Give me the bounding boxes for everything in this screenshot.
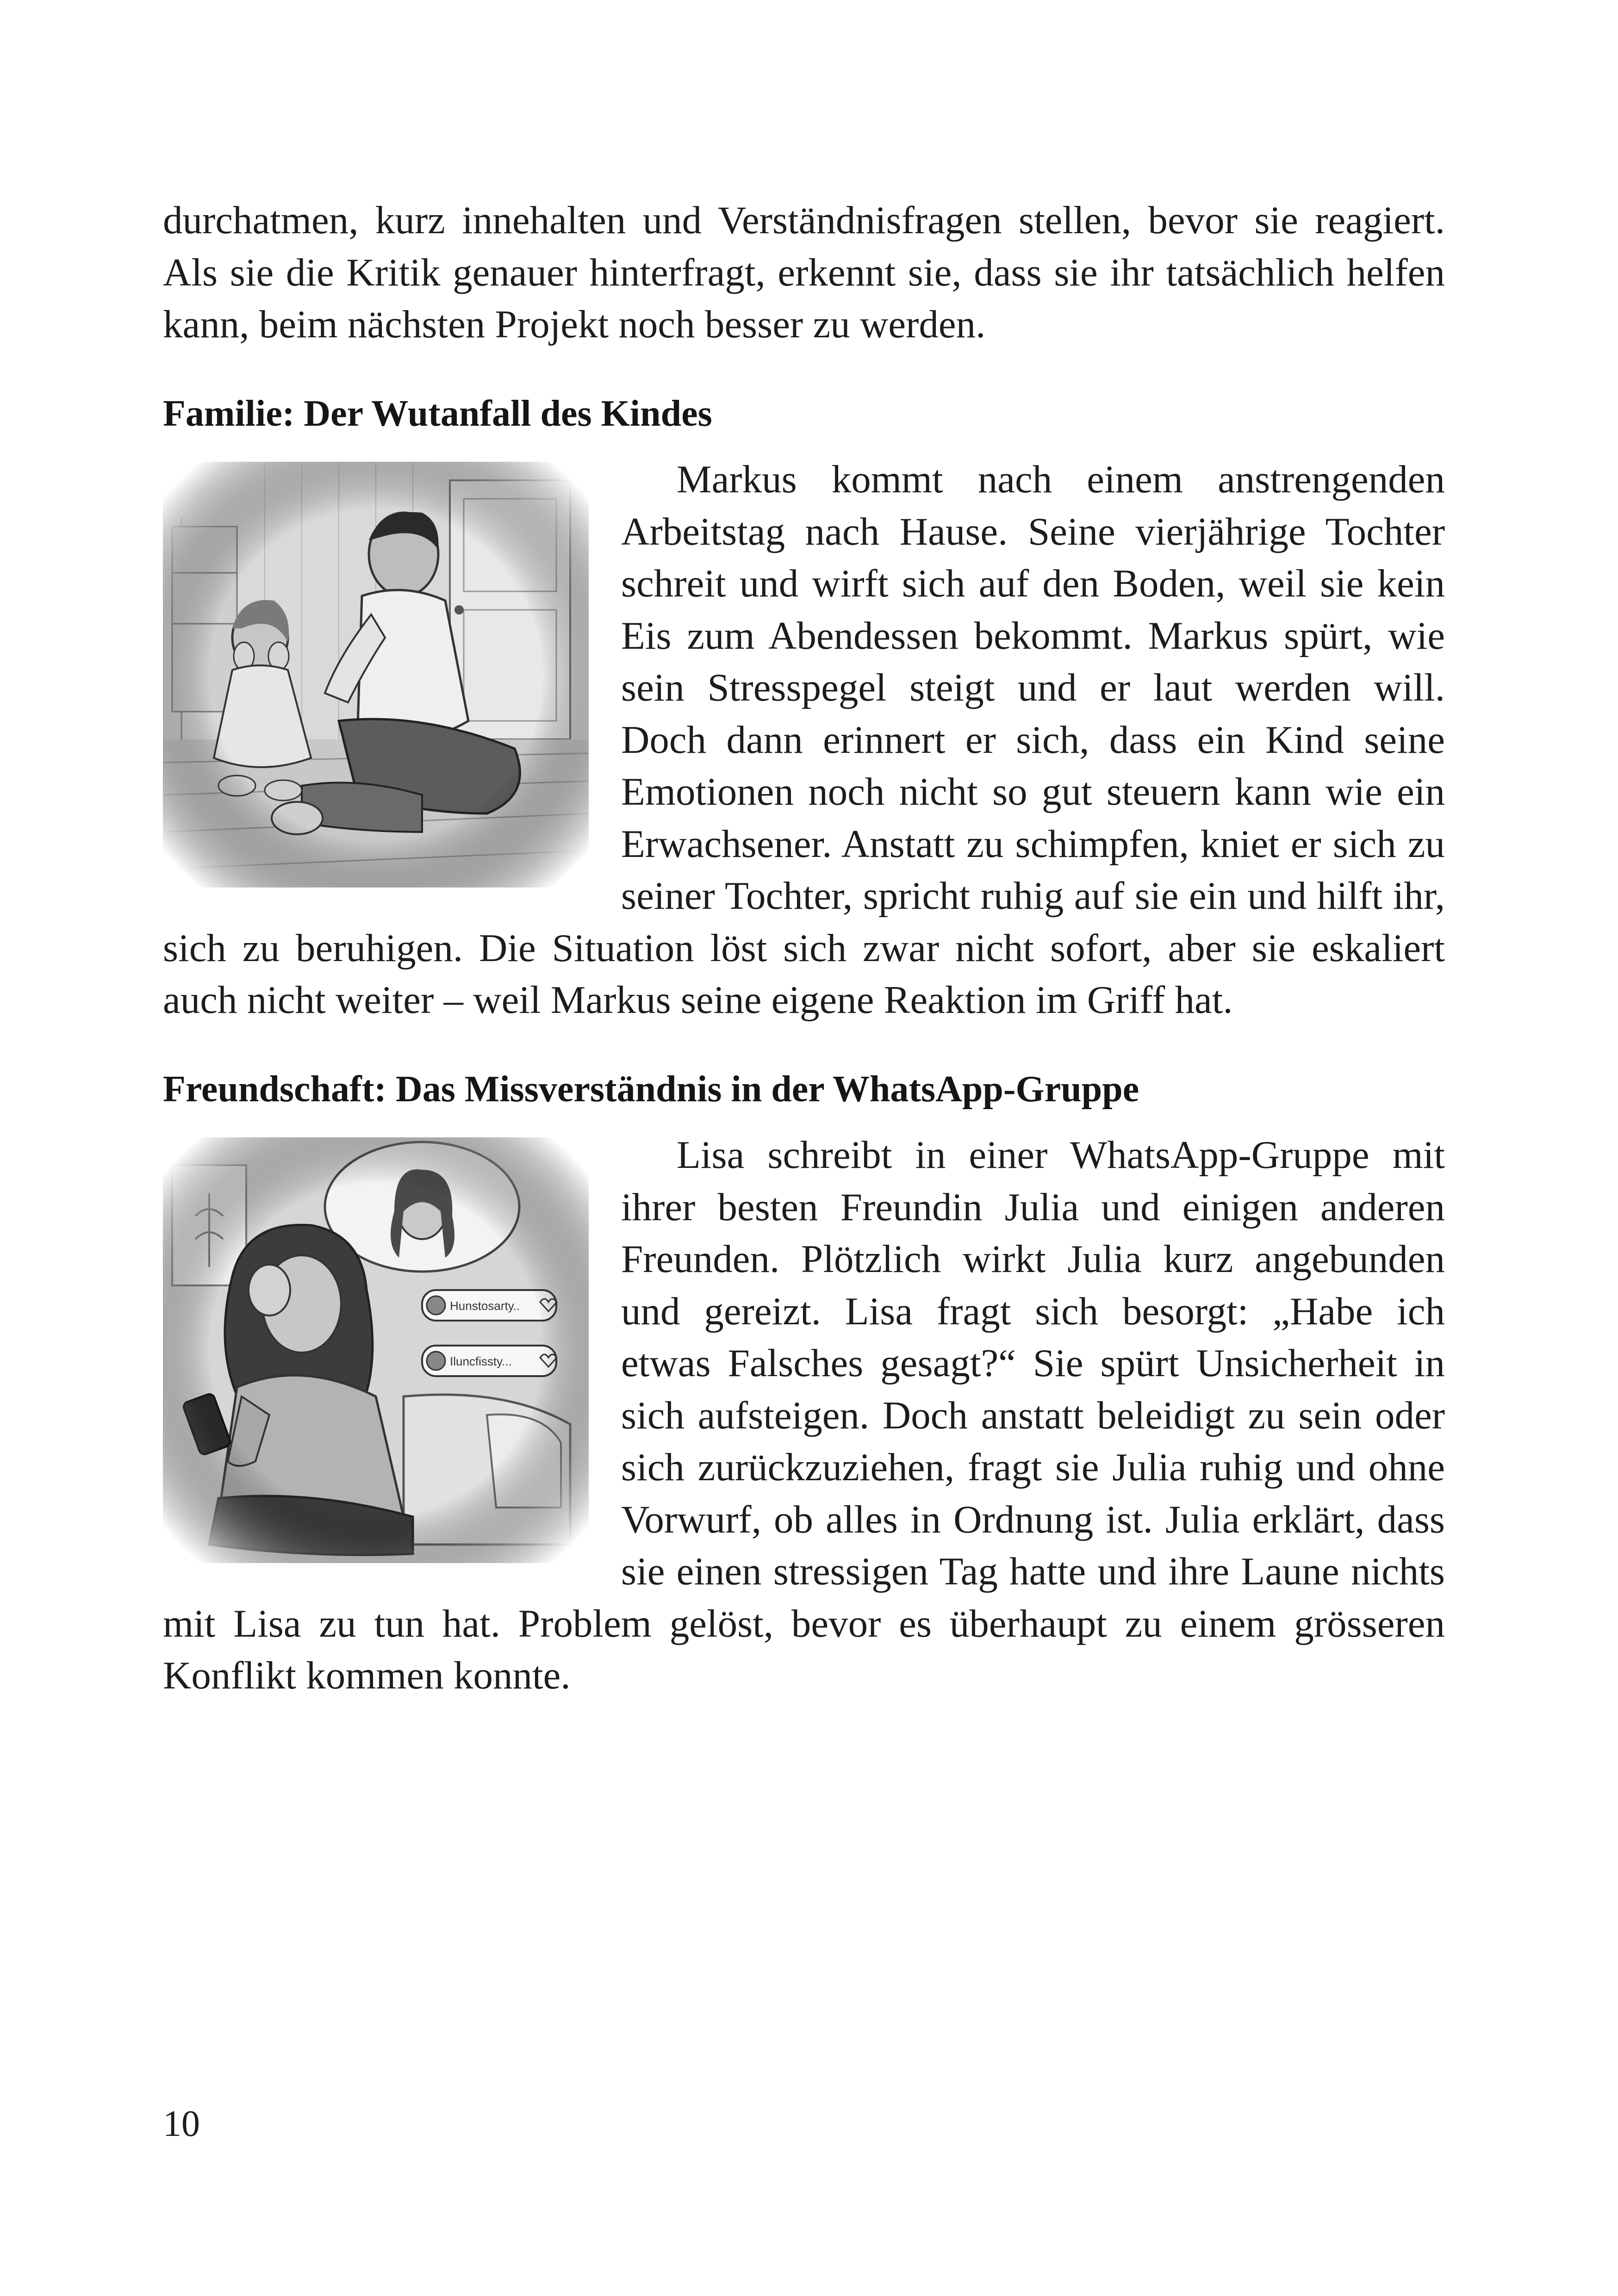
- continuation-paragraph: durchatmen, kurz innehalten und Verständnisfragen stellen, bevor sie reagiert. Als sie die Kritik genauer hinterfragt, erkennt sie, dass sie ihr tatsächlich helfen kann, beim nächsten Projekt noch besser zu werden.: [163, 199, 1445, 346]
- section-friendship-body: [163, 1129, 1445, 1702]
- heading-family: Familie: Der Wutanfall des Kindes: [163, 393, 712, 434]
- page-content: [163, 194, 1445, 1702]
- section-family-body: [163, 453, 1445, 1026]
- illustration-father-and-crying-daughter: [163, 462, 589, 887]
- heading-friendship: Freundschaft: Das Missverständnis in der WhatsApp-Gruppe: [163, 1068, 1139, 1110]
- woman-phone-sketch: [163, 1137, 589, 1563]
- family-paragraph-text: Markus kommt nach einem anstrengenden Arbeitstag nach Hause. Seine vierjährige Tochter schreit und wirft sich auf den Boden, weil sie kein Eis zum Abendessen bekommt. Markus spürt, wie sein Stresspegel steigt und er laut werden will. Doch dann erinnert er sich, dass ein Kind seine Emotionen noch nicht so gut steuern kann wie ein Erwachsener. Anstatt zu schimpfen, kniet er sich zu seiner Tochter, spricht ruhig auf sie ein und hilft ihr, sich zu beruhigen. Die Situation löst sich zwar nicht sofort, aber sie eskaliert auch nicht weiter – weil Markus seine eigene Reaktion im Griff hat.: [163, 458, 1445, 1022]
- father-daughter-sketch: [163, 462, 589, 887]
- illustration-worried-woman-with-phone: [163, 1137, 589, 1563]
- friendship-paragraph-text: Lisa schreibt in einer WhatsApp-Gruppe mit ihrer besten Freundin Julia und einigen anderen Freunden. Plötzlich wirkt Julia kurz angebunden und gereizt. Lisa fragt sich besorgt: „Habe ich etwas Falsches gesagt?“ Sie spürt Unsicherheit in sich aufsteigen. Doch anstatt beleidigt zu sein oder sich zurückzuziehen, fragt sie Julia ruhig und ohne Vorwurf, ob alles in Ordnung ist. Julia erklärt, dass sie einen stressigen Tag hatte und ihre Laune nichts mit Lisa zu tun hat. Problem gelöst, bevor es überhaupt zu einem grösseren Konflikt kommen konnte.: [163, 1133, 1445, 1697]
- page-number: 10: [163, 2104, 200, 2144]
